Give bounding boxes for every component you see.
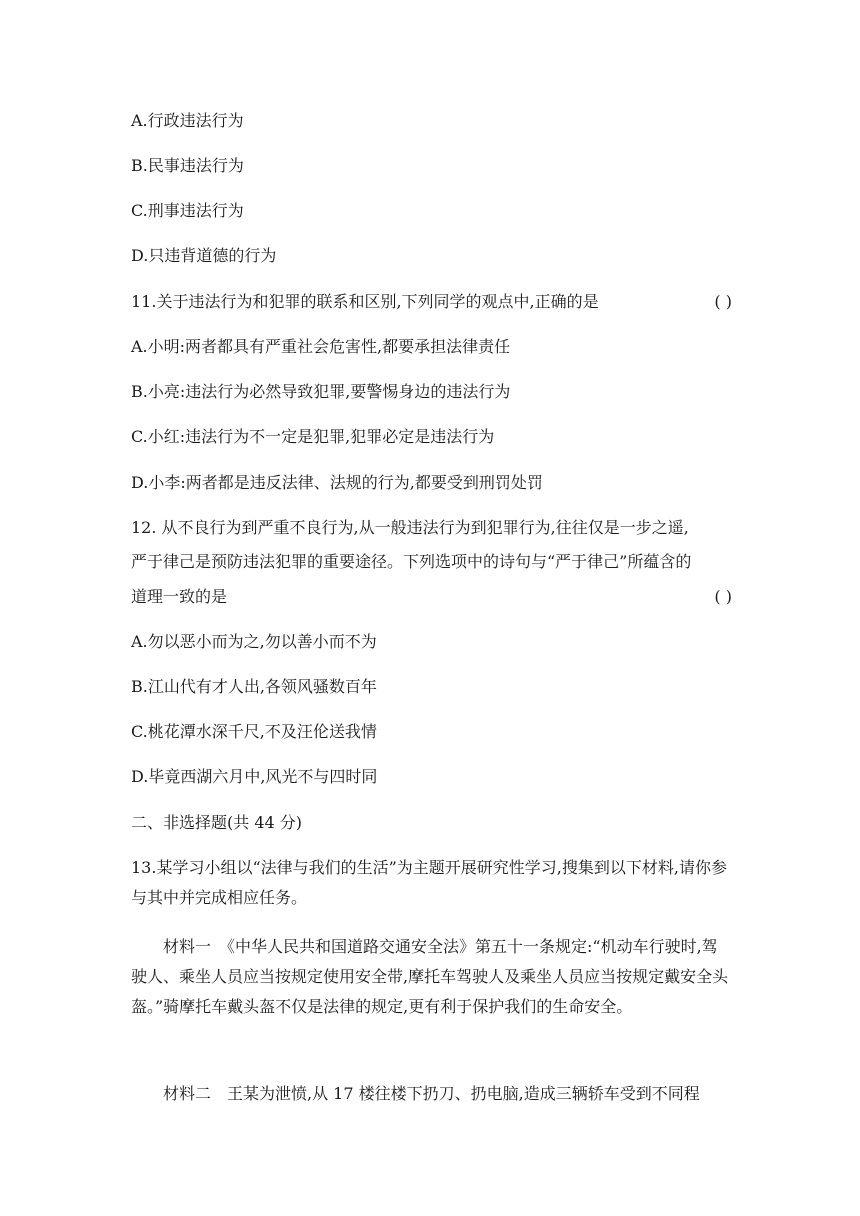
q10-option-b: B.民事违法行为: [131, 156, 244, 175]
q10-option-a: A.行政违法行为: [131, 111, 244, 130]
q13-material-1: 材料一 《中华人民共和国道路交通安全法》第五十一条规定:“机动车行驶时,驾驶人、乘坐人员应当按规定使用安全带,摩托车驾驶人及乘坐人员应当按规定戴安全头盔。”骑摩托车戴头盔不仅是法律的规定,更有利于保护我们的生命安全。: [131, 937, 729, 1016]
q11-stem: 11.关于违法行为和犯罪的联系和区别,下列同学的观点中,正确的是: [131, 292, 599, 311]
q12-stem-row3: [131, 589, 732, 605]
q13-material-2: 材料二 王某为泄愤,从 17 楼往楼下扔刀、扔电脑,造成三辆轿车受到不同程: [163, 1084, 700, 1103]
q12-option-b: B.江山代有才人出,各领风骚数百年: [131, 677, 377, 696]
q10-option-c: C.刑事违法行为: [131, 201, 244, 220]
q11-option-d: D.小李:两者都是违反法律、法规的行为,都要受到刑罚处罚: [131, 473, 543, 492]
q11-option-c: C.小红:违法行为不一定是犯罪,犯罪必定是违法行为: [131, 427, 495, 446]
q11-stem-row: [131, 294, 732, 310]
q12-stem-line1: 12. 从不良行为到严重不良行为,从一般违法行为到犯罪行为,往往仅是一步之遥,: [131, 518, 689, 537]
q12-answer-paren: ( ): [714, 587, 732, 606]
q11-option-b: B.小亮:违法行为必然导致犯罪,要警惕身边的违法行为: [131, 382, 511, 401]
q12-option-d: D.毕竟西湖六月中,风光不与四时同: [131, 767, 378, 786]
q12-stem-line3: 道理一致的是: [131, 587, 228, 606]
q11-answer-paren: ( ): [714, 292, 732, 311]
section-heading: 二、非选择题(共 44 分): [131, 813, 303, 832]
q11-option-a: A.小明:两者都具有严重社会危害性,都要承担法律责任: [131, 337, 511, 356]
q12-option-a: A.勿以恶小而为之,勿以善小而不为: [131, 632, 377, 651]
q13-stem: 13.某学习小组以“法律与我们的生活”为主题开展研究性学习,搜集到以下材料,请你参与其中并完成相应任务。: [131, 858, 727, 907]
q12-option-c: C.桃花潭水深千尺,不及汪伦送我情: [131, 722, 377, 741]
q12-stem-line2: 严于律己是预防违法犯罪的重要途径。下列选项中的诗句与“严于律己”所蕴含的: [131, 552, 692, 571]
q10-option-d: D.只违背道德的行为: [131, 246, 277, 265]
